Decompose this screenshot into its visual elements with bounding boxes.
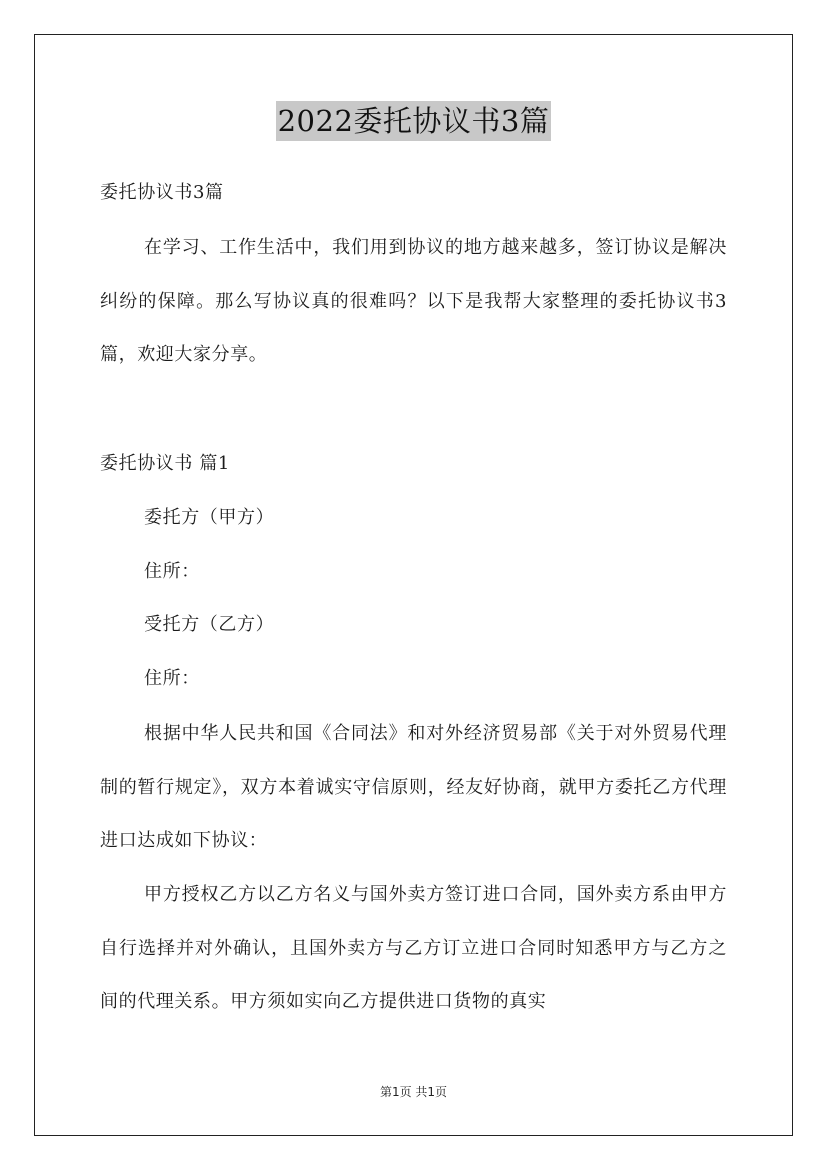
party-b-address: 住所： [144, 668, 200, 689]
party-a-address: 住所： [144, 561, 200, 582]
page-footer: 第1页 共1页 [379, 1085, 448, 1099]
basis-paragraph: 根据中华人民共和国《合同法》和对外经济贸易部《关于对外贸易代理制的暂行规定》，双方本着诚实守信原则，经友好协商，就甲方委托乙方代理进口达成如下协议： [100, 723, 727, 851]
document-subtitle: 委托协议书3篇 [100, 182, 224, 203]
clause-paragraph: 甲方授权乙方以乙方名义与国外卖方签订进口合同，国外卖方系由甲方自行选择并对外确认，且国外卖方与乙方订立进口合同时知悉甲方与乙方之间的代理关系。甲方须如实向乙方提供进口货物的真实 [100, 884, 727, 1012]
document-title: 2022委托协议书3篇 [276, 101, 552, 141]
intro-paragraph: 在学习、工作生活中，我们用到协议的地方越来越多，签订协议是解决纠纷的保障。那么写协议真的很难吗？以下是我帮大家整理的委托协议书3篇，欢迎大家分享。 [100, 237, 727, 365]
title-container [0, 101, 827, 141]
party-b-label: 受托方（乙方） [144, 614, 275, 635]
party-a-label: 委托方（甲方） [144, 507, 275, 528]
section-heading: 委托协议书 篇1 [100, 453, 230, 474]
